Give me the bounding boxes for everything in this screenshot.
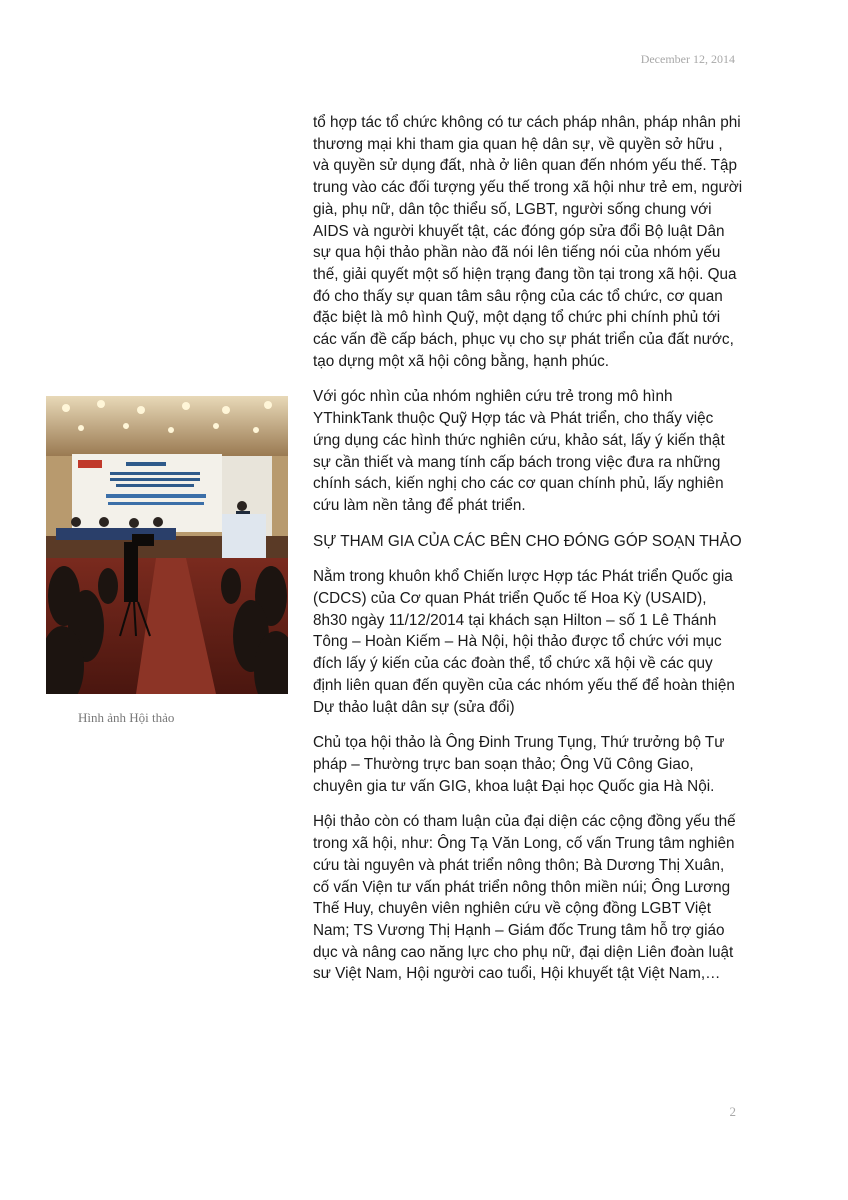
paragraph-intro: tổ hợp tác tổ chức không có tư cách pháp nhân, pháp nhân phi thương mại khi tham gia quan hệ dân sự, về quyền sở hữu , và quyền sử dụng đất, nhà ở liên quan đến nhóm yếu thế. Tập trung vào các đối tượng yếu thế trong xã hội như trẻ em, người già, phụ nữ, dân tộc thiểu số, LGBT, người sống chung với AIDS và người khuyết tật, các đóng góp sửa đổi Bộ luật Dân sự qua hội thảo phần nào đã nói lên tiếng nói của nhóm yếu thế, giải quyết một số hiện trạng đang tồn tại trong xã hội. Qua đó cho thấy sự quan tâm sâu rộng của các tổ chức, cơ quan đặc biệt là mô hình Quỹ, một dạng tổ chức phi chính phủ tới các vấn đề cấp bách, phục vụ cho sự phát triển của đất nước, tạo dựng một xã hội công bằng, hạnh phúc.: [313, 114, 743, 370]
paragraph-ythinktank: Với góc nhìn của nhóm nghiên cứu trẻ trong mô hình YThinkTank thuộc Quỹ Hợp tác và Phát triển, cho thấy việc ứng dụng các hình thức nghiên cứu, khảo sát, lấy ý kiến thật sự cần thiết và mang tính cấp bách trong việc đưa ra những chính sách, kiến nghị cho các cơ quan chính phủ, lấy nghiên cứu làm nền tảng để phát triển.: [313, 388, 725, 514]
header-date: December 12, 2014: [640, 52, 735, 66]
page-number: 2: [729, 1104, 736, 1119]
workshop-photo: [46, 396, 288, 694]
paragraph-participants: Hội thảo còn có tham luận của đại diện các cộng đồng yếu thế trong xã hội, như: Ông Tạ Văn Long, cố vấn Trung tâm nghiên cứu tài nguyên và phát triển nông thôn; Bà Dương Thị Xuân, cố vấn Viện tư vấn phát triển nông thôn miền núi; Ông Lương Thế Huy, chuyên viên nghiên cứu về cộng đồng LGBT Việt Nam; TS Vương Thị Hạnh – Giám đốc Trung tâm hỗ trợ giáo dục và nâng cao năng lực cho phụ nữ, đại diện Liên đoàn luật sư Việt Nam, Hội người cao tuổi, Hội khuyết tật Việt Nam,…: [313, 813, 736, 983]
paragraph-workshop-context: Nằm trong khuôn khổ Chiến lược Hợp tác Phát triển Quốc gia (CDCS) của Cơ quan Phát triển Quốc tế Hoa Kỳ (USAID), 8h30 ngày 11/12/2014 tại khách sạn Hilton – số 1 Lê Thánh Tông – Hoàn Kiếm – Hà Nội, hội thảo được tổ chức với mục đích lấy ý kiến của các đoàn thể, tổ chức xã hội về các quy định liên quan đến quyền của các nhóm yếu thế để hoàn thiện Dự thảo luật dân sự (sửa đổi): [313, 568, 735, 716]
section-heading: SỰ THAM GIA CỦA CÁC BÊN CHO ĐÓNG GÓP SOẠN THẢO: [313, 532, 742, 550]
paragraph-chairs: Chủ tọa hội thảo là Ông Đinh Trung Tụng, Thứ trưởng bộ Tư pháp – Thường trực ban soạn thảo; Ông Vũ Công Giao, chuyên gia tư vấn GIG, khoa luật Đại học Quốc gia Hà Nội.: [313, 734, 725, 795]
article-body: [313, 112, 743, 999]
figure-caption: Hình ảnh Hội thảo: [78, 710, 175, 725]
